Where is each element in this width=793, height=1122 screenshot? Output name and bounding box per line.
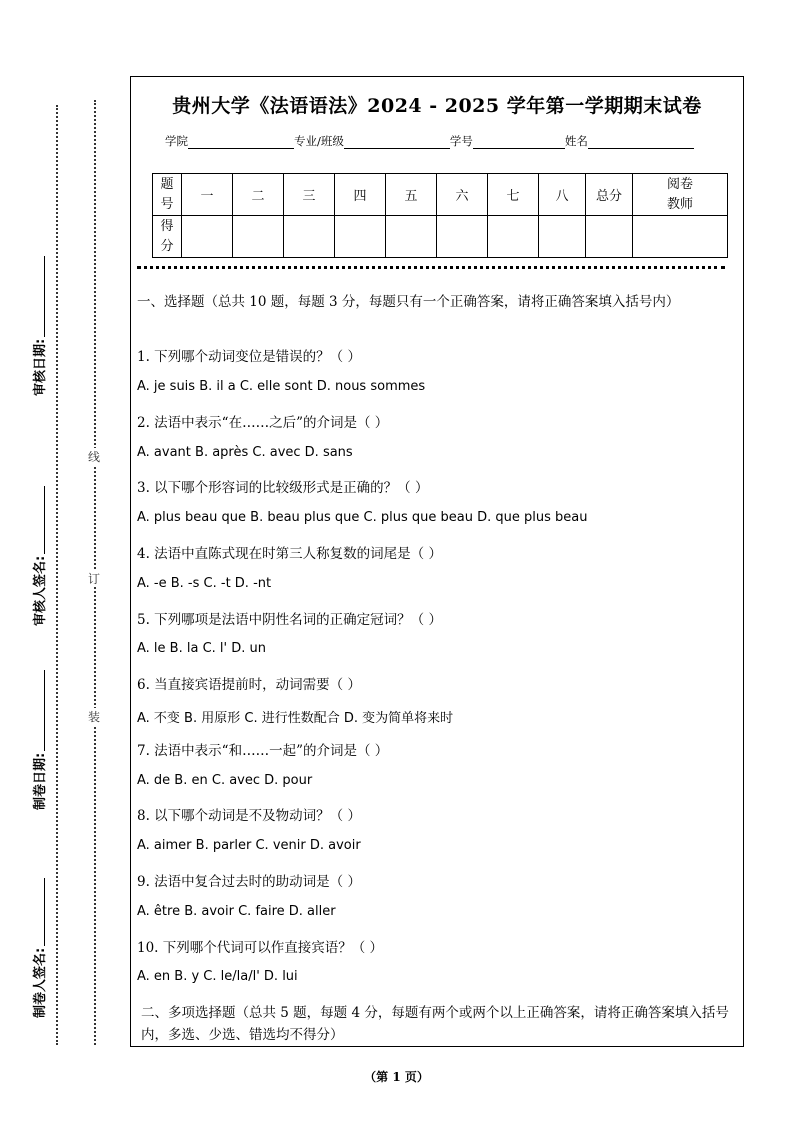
student-id-label: 学号 — [449, 134, 473, 148]
score-cell[interactable] — [539, 216, 586, 258]
question-8: 8. 以下哪个动词是不及物动词？（ ） — [137, 808, 361, 824]
score-cell[interactable] — [386, 216, 437, 258]
question-4-options: A. -e B. -s C. -t D. -nt — [137, 576, 272, 591]
score-cell[interactable] — [488, 216, 539, 258]
creator-signature-label: 制卷人签名: — [28, 878, 48, 1018]
question-7-options: A. de B. en C. avec D. pour — [137, 773, 313, 788]
question-5: 5. 下列哪项是法语中阴性名词的正确定冠词？（ ） — [137, 612, 442, 628]
question-8-options: A. aimer B. parler C. venir D. avoir — [137, 838, 361, 853]
question-3-options: A. plus beau que B. beau plus que C. plus que beau D. que plus beau — [137, 510, 588, 525]
major-class-label: 专业/班级 — [294, 134, 344, 148]
score-cell[interactable] — [182, 216, 233, 258]
name-field[interactable] — [588, 136, 694, 149]
question-10: 10. 下列哪个代词可以作直接宾语？（ ） — [137, 940, 384, 956]
question-1-options: A. je suis B. il a C. elle sont D. nous sommes — [137, 379, 426, 394]
question-6: 6. 当直接宾语提前时，动词需要（ ） — [137, 677, 361, 693]
question-4: 4. 法语中直陈式现在时第三人称复数的词尾是（ ） — [137, 546, 442, 562]
name-label: 姓名 — [564, 134, 588, 148]
question-10-options: A. en B. y C. le/la/l' D. lui — [137, 969, 298, 984]
col-header: 四 — [335, 174, 386, 216]
score-cell[interactable] — [284, 216, 335, 258]
col-header: 八 — [539, 174, 586, 216]
col-header: 五 — [386, 174, 437, 216]
question-3: 3. 以下哪个形容词的比较级形式是正确的？（ ） — [137, 480, 429, 496]
exam-page-frame — [130, 76, 744, 1047]
college-label: 学院 — [165, 134, 188, 148]
student-info-row — [165, 133, 694, 149]
total-score-cell[interactable] — [586, 216, 633, 258]
question-7: 7. 法语中表示“和……一起”的介词是（ ） — [137, 743, 389, 759]
reviewer-signature-label: 审核人签名: — [28, 486, 48, 626]
section2-heading: 二、多项选择题（总共 5 题，每题 4 分，每题有两个或两个以上正确答案，请将正确答案填入括号内，多选、少选、错选均不得分） — [141, 1005, 729, 1043]
college-field[interactable] — [188, 136, 294, 149]
question-2-options: A. avant B. après C. avec D. sans — [137, 445, 353, 460]
page-number: （第 1 页） — [364, 1070, 429, 1084]
question-5-options: A. le B. la C. l' D. un — [137, 641, 266, 656]
total-score-header: 总分 — [586, 174, 633, 216]
grader-header: 阅卷 教师 — [633, 174, 728, 216]
binding-dotted-line-outer — [56, 105, 58, 1045]
review-date-label: 审核日期: — [28, 256, 48, 396]
question-6-options: A. 不变 B. 用原形 C. 进行性数配合 D. 变为简单将来时 — [137, 711, 454, 726]
major-class-field[interactable] — [344, 136, 450, 149]
creation-date-label: 制卷日期: — [28, 670, 48, 810]
col-header: 二 — [233, 174, 284, 216]
grader-cell[interactable] — [633, 216, 728, 258]
question-9-options: A. être B. avoir C. faire D. aller — [137, 904, 336, 919]
score-cell[interactable] — [437, 216, 488, 258]
score-cell[interactable] — [335, 216, 386, 258]
col-header: 一 — [182, 174, 233, 216]
question-number-header: 题 号 — [153, 174, 182, 216]
binding-char-bind: 装 — [88, 710, 101, 724]
col-header: 六 — [437, 174, 488, 216]
col-header: 三 — [284, 174, 335, 216]
dotted-divider — [137, 266, 725, 269]
student-id-field[interactable] — [473, 136, 565, 149]
score-cell[interactable] — [233, 216, 284, 258]
col-header: 七 — [488, 174, 539, 216]
question-1: 1. 下列哪个动词变位是错误的？（ ） — [137, 349, 361, 365]
section1-heading: 一、选择题（总共 10 题，每题 3 分，每题只有一个正确答案，请将正确答案填入括号内） — [137, 294, 680, 310]
question-9: 9. 法语中复合过去时的助动词是（ ） — [137, 874, 361, 890]
question-2: 2. 法语中表示“在……之后”的介词是（ ） — [137, 415, 389, 431]
exam-title: 贵州大学《法语语法》2024 - 2025 学年第一学期期末试卷 — [172, 95, 702, 117]
score-table — [152, 173, 728, 258]
binding-char-line: 线 — [88, 450, 101, 464]
binding-char-staple: 订 — [88, 572, 101, 586]
score-row-header: 得 分 — [153, 216, 182, 258]
